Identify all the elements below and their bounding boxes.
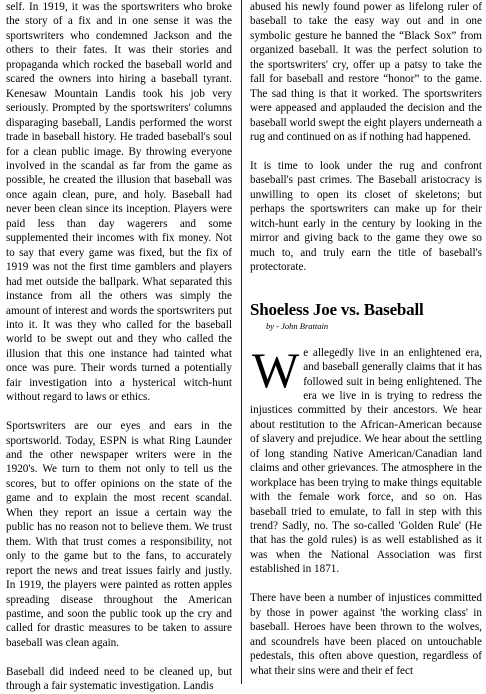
left-paragraph-1: self. In 1919, it was the sportswriters who broke the story of a fix and in one sense it was the sportswriters who condemned Jackson and the others to their fates. It was their stories and propaganda which rocked the baseball world and scared the owners into hiring a baseball tyrant. Kenesaw Mountain Landis took his job very seriously. Prompted by the sportswriters' columns disparaging baseball, Landis performed the worst trade in baseball history. He traded baseball's soul for a clean public image. By throwing everyone involved in the scandal as far from the game as possible, he created the illusion that baseball was once again clean, pure, and holy. Baseball had never been clean since its inception. Players were paid less than day wagerers and some supplemented their incomes with fix money. Not to say that every game was fixed, but the fix of 1919 was not the first time gamblers and players had met outside the ballpark. What separated this instance from all the others was simply the amount of interest and words the sportswriters put into it. It was they who called for the baseball world to be swept out and they who called the illusion that this one instance had tainted what once was pure. Their words turned a potentially fair investigation into a hysterical witch-hunt without regard to laws or ethics. — [6, 1, 232, 404]
paragraph-gap — [250, 145, 482, 159]
section-gap — [250, 275, 482, 299]
article-body — [250, 341, 482, 678]
paragraph-gap — [250, 577, 482, 591]
article-paragraph-2: There have been a number of injustices committed by those in power against 'the working class' in baseball. Heroes have been thrown to the wolves, and scoundrels have been placed on untouchable pedestals, this often above question, regardless of what their sins were and their ef fect — [250, 592, 482, 677]
drop-cap: W — [252, 341, 300, 398]
right-paragraph-1: abused his newly found power as lifelong ruler of baseball to take the easy way out and in one symbolic gesture he banned the “Black Sox” from organized baseball. It was the perfect solution to the sportswriters' cry, offer up a patsy to take the fall for baseball and restore “honor” to the game. The sad thing is that it worked. The sportswriters were appeased and applauded the decision and the baseball world swept the eight players underneath a rug and continued on as if nothing had happened. — [250, 1, 482, 144]
paragraph-gap — [6, 650, 232, 664]
left-paragraph-2: Sportswriters are our eyes and ears in the sportsworld. Today, ESPN is what Ring Launder and the other newspaper writers were in the 1920's. We turn to them not only to tell us the scores, but to offer opinions on the state of the game and to explain the most recent scandal. When they report an issue a certain way the public has no reason not to believe them. We trust them. With that trust comes a responsibility, not only to the game but to the fans, to accurately report the news and treat issues fairly and justly. In 1919, the players were painted as rotten apples spreading disease throughout the American pastime, and soon the public took up the cry and called for drastic measures to be taken to assure baseball was clean again. — [6, 420, 232, 649]
paragraph-gap — [6, 405, 232, 419]
left-column — [6, 0, 232, 694]
right-column — [250, 0, 482, 678]
article-paragraph-1: e allegedly live in an enlightened era, and baseball generally claims that it has followed suit in being enlightened. The era we live in is trying to redress the injustices committed by their ancestors. We hear about restitution to the African-American because of slavery and prejudice. We hear about the settling of long standing Native American/Canadian land claims and other grievances. The atmosphere in the workplace has been trying to make things equitable with the female work force, and so on. Has baseball tried to emulate, to fall in step with this trend? Sadly, no. The so-called 'Golden Rule' (He that has the gold rules) is as well established as it was when the National Association was first established in 1871. — [250, 346, 482, 576]
right-paragraph-2: It is time to look under the rug and confront baseball's past crimes. The Baseball aristocracy is unwilling to open its closet of skeletons; but perhaps the sportswriters can make up for their witch-hunt early in the century by looking in the mirror and giving back to the game they owe so much to, and truly earn the title of baseball's protectorate. — [250, 159, 482, 274]
article-headline: Shoeless Joe vs. Baseball — [250, 299, 424, 319]
column-divider — [241, 0, 242, 684]
article-byline: by - John Brattain — [266, 320, 329, 331]
left-paragraph-3: Baseball did indeed need to be cleaned up, but through a fair systematic investigation. Landis — [6, 665, 232, 693]
